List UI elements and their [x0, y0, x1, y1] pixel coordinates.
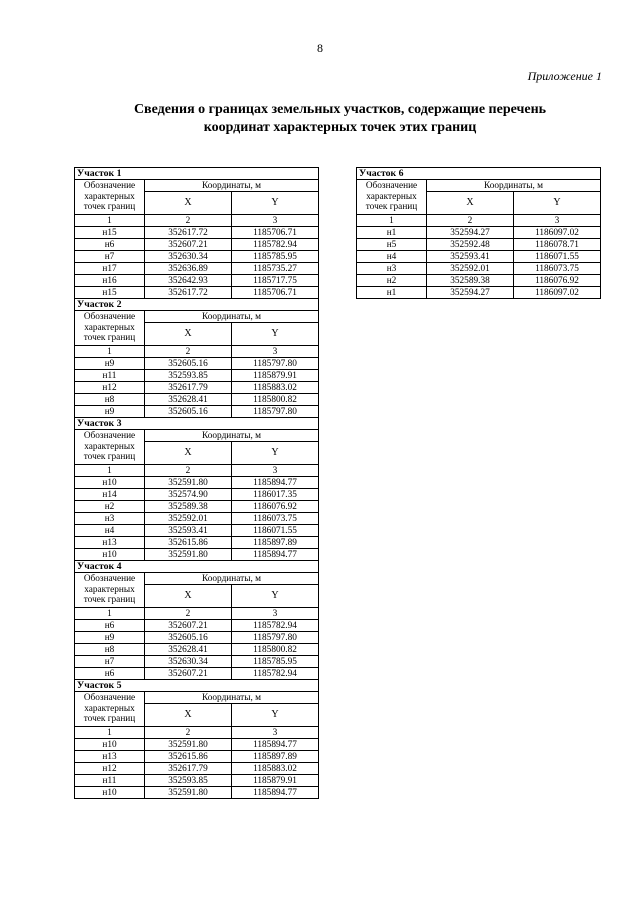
table-row — [75, 489, 319, 501]
cell-point: н4 — [357, 251, 427, 263]
cell-x: 352628.41 — [145, 394, 232, 406]
cell-x: 352636.89 — [145, 263, 232, 275]
cell-y: 1185797.80 — [232, 632, 319, 644]
document-title — [60, 101, 620, 137]
cell-x: 352589.38 — [427, 275, 514, 287]
cell-x: 352591.80 — [145, 549, 232, 561]
cell-y: 1185800.82 — [232, 644, 319, 656]
cell-y: 1185735.27 — [232, 263, 319, 275]
table-row — [75, 263, 319, 275]
cell-point: н4 — [75, 525, 145, 537]
table-row — [75, 406, 319, 418]
header-coordinates: Координаты, м — [145, 430, 319, 442]
plot-title: Участок 6 — [357, 168, 601, 180]
table-row — [357, 227, 601, 239]
table-row — [75, 549, 319, 561]
cell-y: 1185894.77 — [232, 477, 319, 489]
cell-x: 352592.01 — [427, 263, 514, 275]
cell-point: н6 — [75, 668, 145, 680]
cell-point: н1 — [357, 227, 427, 239]
header-x: X — [145, 585, 232, 608]
cell-x: 352617.72 — [145, 287, 232, 299]
cell-x: 352591.80 — [145, 787, 232, 799]
cell-y: 1185717.75 — [232, 275, 319, 287]
table-row — [357, 287, 601, 299]
table-row — [75, 644, 319, 656]
cell-y: 1186097.02 — [514, 227, 601, 239]
plot-title: Участок 1 — [75, 168, 319, 180]
cell-point: н3 — [75, 513, 145, 525]
cell-x: 352630.34 — [145, 656, 232, 668]
cell-point: н7 — [75, 656, 145, 668]
plot-title-row — [75, 418, 319, 430]
table-row — [357, 275, 601, 287]
table-row — [75, 751, 319, 763]
table-row — [357, 251, 601, 263]
plot-title: Участок 5 — [75, 680, 319, 692]
column-number: 1 — [357, 215, 427, 227]
plot-title-row — [75, 680, 319, 692]
cell-y: 1186071.55 — [232, 525, 319, 537]
cell-point: н2 — [357, 275, 427, 287]
cell-x: 352607.21 — [145, 620, 232, 632]
cell-x: 352592.01 — [145, 513, 232, 525]
document-title-line-2: координат характерных точек этих границ — [203, 120, 477, 135]
cell-x: 352615.86 — [145, 537, 232, 549]
table-row — [75, 525, 319, 537]
table-row — [75, 275, 319, 287]
header-row — [75, 180, 319, 192]
table-row — [75, 394, 319, 406]
cell-y: 1185894.77 — [232, 549, 319, 561]
cell-x: 352574.90 — [145, 489, 232, 501]
header-coordinates: Координаты, м — [145, 573, 319, 585]
cell-y: 1185706.71 — [232, 287, 319, 299]
header-row — [75, 311, 319, 323]
header-point-designation: Обозначение характерных точек границ — [75, 180, 145, 215]
plot-table — [74, 560, 319, 680]
cell-y: 1185782.94 — [232, 239, 319, 251]
column-number: 1 — [75, 608, 145, 620]
column-number-row — [75, 346, 319, 358]
cell-point: н13 — [75, 537, 145, 549]
plot-title: Участок 4 — [75, 561, 319, 573]
header-x: X — [145, 442, 232, 465]
cell-x: 352605.16 — [145, 632, 232, 644]
header-point-designation: Обозначение характерных точек границ — [75, 573, 145, 608]
cell-x: 352594.27 — [427, 287, 514, 299]
column-number: 2 — [145, 346, 232, 358]
cell-x: 352594.27 — [427, 227, 514, 239]
cell-y: 1186097.02 — [514, 287, 601, 299]
cell-x: 352593.41 — [427, 251, 514, 263]
cell-x: 352607.21 — [145, 668, 232, 680]
cell-point: н5 — [357, 239, 427, 251]
cell-x: 352591.80 — [145, 739, 232, 751]
column-number: 2 — [145, 215, 232, 227]
cell-point: н8 — [75, 394, 145, 406]
appendix-label: Приложение 1 — [527, 69, 602, 83]
cell-x: 352617.79 — [145, 763, 232, 775]
cell-y: 1185883.02 — [232, 382, 319, 394]
cell-x: 352630.34 — [145, 251, 232, 263]
header-y: Y — [514, 192, 601, 215]
column-number: 2 — [427, 215, 514, 227]
cell-point: н7 — [75, 251, 145, 263]
cell-x: 352589.38 — [145, 501, 232, 513]
cell-point: н10 — [75, 477, 145, 489]
header-point-designation: Обозначение характерных точек границ — [357, 180, 427, 215]
header-row — [357, 180, 601, 192]
cell-y: 1185894.77 — [232, 739, 319, 751]
cell-point: н10 — [75, 739, 145, 751]
cell-x: 352642.93 — [145, 275, 232, 287]
cell-point: н12 — [75, 382, 145, 394]
cell-point: н11 — [75, 775, 145, 787]
column-number: 3 — [232, 346, 319, 358]
column-number: 3 — [514, 215, 601, 227]
column-number-row — [75, 465, 319, 477]
cell-y: 1185797.80 — [232, 358, 319, 370]
cell-x: 352605.16 — [145, 358, 232, 370]
header-point-designation: Обозначение характерных точек границ — [75, 692, 145, 727]
cell-x: 352617.79 — [145, 382, 232, 394]
cell-x: 352593.85 — [145, 775, 232, 787]
header-coordinates: Координаты, м — [427, 180, 601, 192]
table-row — [75, 501, 319, 513]
table-row — [75, 358, 319, 370]
plot-title: Участок 3 — [75, 418, 319, 430]
header-row — [75, 430, 319, 442]
cell-point: н3 — [357, 263, 427, 275]
cell-x: 352592.48 — [427, 239, 514, 251]
plot-title: Участок 2 — [75, 299, 319, 311]
header-y: Y — [232, 585, 319, 608]
header-coordinates: Координаты, м — [145, 311, 319, 323]
table-row — [75, 537, 319, 549]
header-point-designation: Обозначение характерных точек границ — [75, 311, 145, 346]
column-number: 3 — [232, 465, 319, 477]
table-row — [75, 251, 319, 263]
header-coordinates: Координаты, м — [145, 180, 319, 192]
cell-x: 352628.41 — [145, 644, 232, 656]
cell-y: 1185897.89 — [232, 751, 319, 763]
cell-y: 1186076.92 — [232, 501, 319, 513]
column-number: 2 — [145, 727, 232, 739]
cell-y: 1186017.35 — [232, 489, 319, 501]
table-row — [75, 620, 319, 632]
page-number: 8 — [317, 41, 323, 55]
column-number: 3 — [232, 608, 319, 620]
cell-point: н10 — [75, 549, 145, 561]
cell-point: н1 — [357, 287, 427, 299]
table-row — [75, 668, 319, 680]
plot-table — [356, 167, 601, 299]
cell-point: н9 — [75, 406, 145, 418]
header-y: Y — [232, 323, 319, 346]
cell-y: 1186076.92 — [514, 275, 601, 287]
cell-point: н6 — [75, 239, 145, 251]
column-number-row — [357, 215, 601, 227]
column-number: 1 — [75, 215, 145, 227]
cell-y: 1186073.75 — [232, 513, 319, 525]
cell-y: 1185894.77 — [232, 787, 319, 799]
table-row — [75, 739, 319, 751]
column-number: 1 — [75, 346, 145, 358]
table-row — [75, 287, 319, 299]
right-column — [356, 167, 600, 299]
column-number-row — [75, 215, 319, 227]
cell-point: н15 — [75, 287, 145, 299]
left-column — [74, 167, 318, 799]
header-x: X — [427, 192, 514, 215]
header-x: X — [145, 192, 232, 215]
cell-y: 1185797.80 — [232, 406, 319, 418]
plot-table — [74, 298, 319, 418]
table-row — [75, 382, 319, 394]
table-row — [75, 787, 319, 799]
header-y: Y — [232, 704, 319, 727]
cell-point: н11 — [75, 370, 145, 382]
column-number: 1 — [75, 465, 145, 477]
cell-point: н16 — [75, 275, 145, 287]
cell-point: н12 — [75, 763, 145, 775]
cell-x: 352605.16 — [145, 406, 232, 418]
column-number: 2 — [145, 465, 232, 477]
table-row — [357, 239, 601, 251]
table-row — [75, 239, 319, 251]
header-row — [75, 692, 319, 704]
column-number: 3 — [232, 727, 319, 739]
header-y: Y — [232, 192, 319, 215]
document-title-line-1: Сведения о границах земельных участков, содержащие перечень — [133, 102, 547, 117]
column-number-row — [75, 608, 319, 620]
cell-point: н9 — [75, 358, 145, 370]
table-row — [75, 632, 319, 644]
cell-y: 1185785.95 — [232, 251, 319, 263]
table-row — [75, 227, 319, 239]
cell-x: 352591.80 — [145, 477, 232, 489]
header-x: X — [145, 323, 232, 346]
header-point-designation: Обозначение характерных точек границ — [75, 430, 145, 465]
cell-point: н2 — [75, 501, 145, 513]
cell-y: 1186073.75 — [514, 263, 601, 275]
table-row — [75, 513, 319, 525]
column-number: 3 — [232, 215, 319, 227]
cell-y: 1185800.82 — [232, 394, 319, 406]
cell-point: н17 — [75, 263, 145, 275]
header-row — [75, 573, 319, 585]
table-row — [75, 370, 319, 382]
header-y: Y — [232, 442, 319, 465]
cell-x: 352593.41 — [145, 525, 232, 537]
cell-x: 352607.21 — [145, 239, 232, 251]
cell-y: 1185706.71 — [232, 227, 319, 239]
cell-y: 1185897.89 — [232, 537, 319, 549]
cell-point: н15 — [75, 227, 145, 239]
cell-point: н13 — [75, 751, 145, 763]
plot-title-row — [75, 299, 319, 311]
plot-title-row — [357, 168, 601, 180]
cell-y: 1186071.55 — [514, 251, 601, 263]
header-x: X — [145, 704, 232, 727]
cell-x: 352615.86 — [145, 751, 232, 763]
column-number: 1 — [75, 727, 145, 739]
cell-point: н14 — [75, 489, 145, 501]
cell-y: 1185879.91 — [232, 370, 319, 382]
table-row — [357, 263, 601, 275]
plot-title-row — [75, 168, 319, 180]
cell-point: н6 — [75, 620, 145, 632]
cell-y: 1185785.95 — [232, 656, 319, 668]
table-row — [75, 775, 319, 787]
table-row — [75, 656, 319, 668]
cell-point: н9 — [75, 632, 145, 644]
cell-x: 352617.72 — [145, 227, 232, 239]
table-row — [75, 763, 319, 775]
plot-title-row — [75, 561, 319, 573]
cell-y: 1186078.71 — [514, 239, 601, 251]
cell-point: н8 — [75, 644, 145, 656]
plot-table — [74, 679, 319, 799]
cell-y: 1185782.94 — [232, 620, 319, 632]
header-coordinates: Координаты, м — [145, 692, 319, 704]
plot-table — [74, 167, 319, 299]
table-row — [75, 477, 319, 489]
column-number: 2 — [145, 608, 232, 620]
column-number-row — [75, 727, 319, 739]
plot-table — [74, 417, 319, 561]
cell-point: н10 — [75, 787, 145, 799]
cell-y: 1185782.94 — [232, 668, 319, 680]
cell-y: 1185883.02 — [232, 763, 319, 775]
cell-x: 352593.85 — [145, 370, 232, 382]
cell-y: 1185879.91 — [232, 775, 319, 787]
